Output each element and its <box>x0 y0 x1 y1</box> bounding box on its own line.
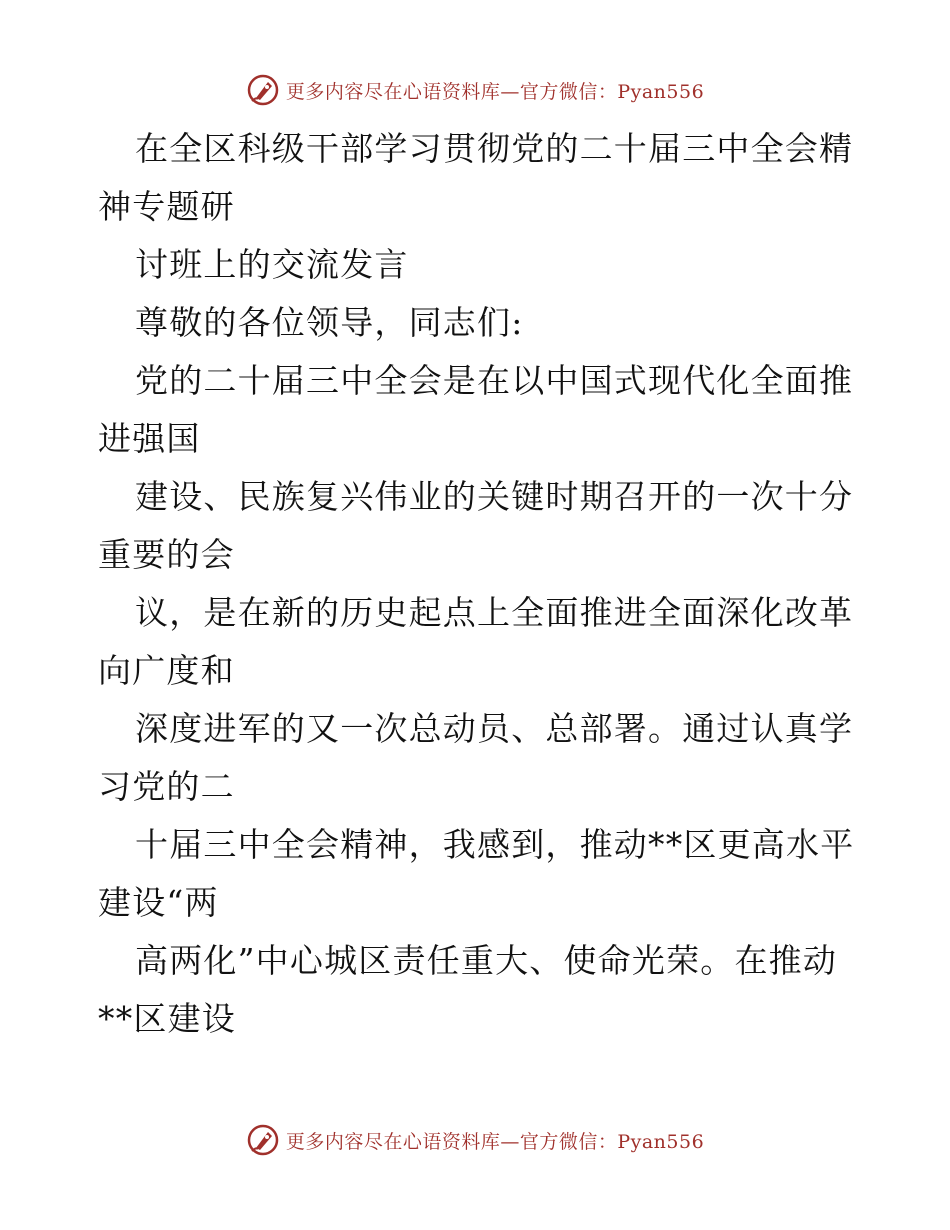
document-body <box>98 120 858 1048</box>
pen-nib-logo-icon <box>246 1123 280 1157</box>
doc-line: 议，是在新的历史起点上全面推进全面深化改革 <box>135 593 854 632</box>
doc-line: **区建设 <box>98 999 236 1038</box>
footer-banner-text: 更多内容尽在心语资料库—官方微信：Pyan556 <box>285 1130 705 1153</box>
doc-line: 讨班上的交流发言 <box>135 245 409 284</box>
doc-line: 神专题研 <box>98 187 235 226</box>
doc-line: 高两化”中心城区责任重大、使命光荣。在推动 <box>135 941 838 980</box>
doc-line: 十届三中全会精神，我感到，推动**区更高水平 <box>135 825 855 864</box>
doc-line: 向广度和 <box>98 651 235 690</box>
footer-banner <box>0 1120 950 1160</box>
doc-line: 深度进军的又一次总动员、总部署。通过认真学 <box>135 709 854 748</box>
doc-line: 在全区科级干部学习贯彻党的二十届三中全会精 <box>135 129 854 168</box>
doc-line: 习党的二 <box>98 767 235 806</box>
doc-line: 尊敬的各位领导，同志们: <box>135 303 524 342</box>
doc-line: 进强国 <box>98 419 201 458</box>
doc-line: 建设、民族复兴伟业的关键时期召开的一次十分 <box>135 477 854 516</box>
header-banner-text: 更多内容尽在心语资料库—官方微信：Pyan556 <box>285 80 705 103</box>
header-banner <box>0 70 950 110</box>
doc-line: 建设“两 <box>98 883 219 922</box>
pen-nib-logo-icon <box>246 73 280 107</box>
doc-line: 重要的会 <box>98 535 235 574</box>
doc-line: 党的二十届三中全会是在以中国式现代化全面推 <box>135 361 854 400</box>
